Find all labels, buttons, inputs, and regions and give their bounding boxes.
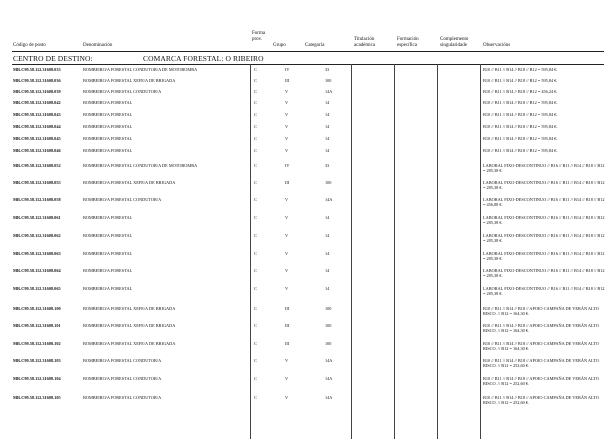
- row-grupo: III: [285, 180, 290, 185]
- row-categoria: 33: [325, 67, 330, 72]
- row-forma-provision: C: [254, 233, 257, 238]
- row-forma-provision: C: [254, 286, 257, 291]
- section-rule: [12, 64, 604, 65]
- column-separator: [394, 64, 395, 439]
- row-grupo: V: [285, 197, 289, 202]
- row-categoria: 14: [325, 124, 330, 129]
- row-forma-provision: C: [254, 100, 257, 105]
- row-forma-provision: C: [254, 78, 257, 83]
- header-complemento-line1: Complemento: [440, 37, 469, 42]
- row-grupo: V: [285, 100, 289, 105]
- row-categoria: 14A: [325, 376, 333, 381]
- row-grupo: III: [285, 341, 290, 346]
- row-denominacion: BOMBEIRO/A FORESTAL: [83, 136, 133, 141]
- row-forma-provision: C: [254, 124, 257, 129]
- row-grupo: V: [285, 268, 289, 273]
- row-denominacion: BOMBEIRO/A FORESTAL CONDUTOR/A: [83, 376, 162, 381]
- header-observacions: Observacións: [483, 43, 511, 48]
- row-categoria: 14: [325, 100, 330, 105]
- row-denominacion: BOMBEIRO/A FORESTAL: [83, 268, 133, 273]
- row-categoria: 14: [325, 268, 330, 273]
- row-grupo: V: [285, 233, 289, 238]
- row-codigo: MR.C99.58.112.31608.104: [13, 376, 61, 381]
- row-forma-provision: C: [254, 197, 257, 202]
- header-forma-provision-line1: Forma: [252, 31, 266, 36]
- row-codigo: MR.C99.58.112.31608.102: [13, 341, 61, 346]
- row-codigo: MR.C99.58.112.31608.065: [13, 286, 61, 291]
- comarca-label: COMARCA FORESTAL: O RIBEIRO: [143, 54, 264, 63]
- row-categoria: 14: [325, 286, 330, 291]
- row-denominacion: BOMBEIRO/A FORESTAL XEFE/A DE BRIGADA: [83, 180, 176, 185]
- row-grupo: V: [285, 395, 289, 400]
- row-forma-provision: C: [254, 136, 257, 141]
- row-categoria: 14: [325, 136, 330, 141]
- row-codigo: MR.C99.58.112.31608.064: [13, 268, 61, 273]
- row-forma-provision: C: [254, 112, 257, 117]
- row-grupo: III: [285, 78, 290, 83]
- centro-destino-label: CENTRO DE DESTINO:: [13, 54, 93, 63]
- row-observacions: B10 // B11 // B14 // B18 // APOIO CAMPAÑA DE VERÁN ALTO RISCO. // B12 = 252,60 €.: [483, 395, 599, 406]
- row-codigo: MR.C99.58.112.31608.105: [13, 395, 61, 400]
- row-codigo: MR.C99.58.112.31608.100: [13, 306, 61, 311]
- row-grupo: V: [285, 124, 289, 129]
- row-observacions: B10 // B11 // B14 // B18 // B12 = 595,84 €.: [483, 112, 558, 117]
- row-codigo: MR.C99.58.112.31608.039: [13, 89, 61, 94]
- row-codigo: MR.C99.58.112.31608.063: [13, 251, 61, 256]
- row-observacions: LABORAL FIXO-DESCONTINUO // B16 // B11 // B14 // B18 // B12 = 285,38 €.: [483, 215, 605, 226]
- row-denominacion: BOMBEIRO/A FORESTAL CONDUTOR/A: [83, 89, 162, 94]
- header-formacion-line2: específica: [397, 43, 417, 48]
- row-categoria: 14: [325, 233, 330, 238]
- header-formacion-line1: Formación: [397, 37, 419, 42]
- row-grupo: V: [285, 251, 289, 256]
- row-codigo: MR.C99.58.112.31608.061: [13, 215, 61, 220]
- row-denominacion: BOMBEIRO/A FORESTAL CONDUTOR/A DE MOTOBOMBA: [83, 67, 198, 72]
- header-forma-provision-line2: prov.: [252, 37, 263, 42]
- row-categoria: 14: [325, 251, 330, 256]
- row-observacions: LABORAL FIXO-DESCONTINUO // B16 // B11 // B14 // B18 // B12 = 285,38 €.: [483, 268, 605, 279]
- row-observacions: LABORAL FIXO-DESCONTINUO // B16 // B11 // B14 // B18 // B12 = 285,38 €.: [483, 233, 605, 244]
- row-observacions: B10 // B11 // B14 // B18 // APOIO CAMPAÑA DE VERÁN ALTO RISCO. // B12 = 252,60 €.: [483, 358, 599, 369]
- row-categoria: 100: [325, 323, 332, 328]
- row-forma-provision: C: [254, 395, 257, 400]
- row-denominacion: BOMBEIRO/A FORESTAL XEFE/A DE BRIGADA: [83, 78, 176, 83]
- row-denominacion: BOMBEIRO/A FORESTAL CONDUTOR/A: [83, 358, 162, 363]
- row-codigo: MR.C99.58.112.31608.045: [13, 136, 61, 141]
- row-categoria: 14A: [325, 358, 333, 363]
- row-observacions: B10 // B11 // B14 // B18 // APOIO CAMPAÑA DE VERÁN ALTO RISCO. // B12 = 164,30 €.: [483, 323, 599, 334]
- header-codigo: Código de posto: [13, 43, 46, 48]
- row-observacions: B10 // B11 // B14 // B18 // B12 = 595,84 €.: [483, 78, 558, 83]
- header-complemento-line2: singularidade: [440, 43, 467, 48]
- row-observacions: LABORAL FIXO-DESCONTINUO // B16 // B11 // B14 // B18 // B12 = 456,88 €.: [483, 197, 605, 208]
- row-denominacion: BOMBEIRO/A FORESTAL: [83, 148, 133, 153]
- row-grupo: III: [285, 306, 290, 311]
- row-codigo: MR.C99.58.112.31608.033: [13, 67, 61, 72]
- header-rule: [12, 51, 604, 52]
- row-forma-provision: C: [254, 163, 257, 168]
- row-grupo: V: [285, 136, 289, 141]
- row-forma-provision: C: [254, 376, 257, 381]
- row-codigo: MR.C99.58.112.31608.042: [13, 100, 61, 105]
- row-categoria: 14A: [325, 89, 333, 94]
- row-categoria: 100: [325, 341, 332, 346]
- row-codigo: MR.C99.58.112.31608.044: [13, 124, 61, 129]
- row-categoria: 100: [325, 180, 332, 185]
- row-observacions: B10 // B11 // B14 // B18 // B12 = 595,84 €.: [483, 67, 558, 72]
- row-denominacion: BOMBEIRO/A FORESTAL XEFE/A DE BRIGADA: [83, 323, 176, 328]
- row-forma-provision: C: [254, 306, 257, 311]
- header-titulacion-line2: académica: [354, 43, 376, 48]
- row-observacions: B10 // B11 // B14 // B18 // B12 = 595,84 €.: [483, 100, 558, 105]
- row-observacions: B10 // B11 // B14 // B18 // B12 = 595,84 €.: [483, 124, 558, 129]
- row-categoria: 33: [325, 163, 330, 168]
- row-grupo: V: [285, 148, 289, 153]
- row-forma-provision: C: [254, 89, 257, 94]
- row-categoria: 100: [325, 306, 332, 311]
- header-grupo: Grupo: [273, 43, 286, 48]
- row-forma-provision: C: [254, 341, 257, 346]
- row-grupo: V: [285, 89, 289, 94]
- row-forma-provision: C: [254, 358, 257, 363]
- row-codigo: MR.C99.58.112.31608.052: [13, 163, 61, 168]
- row-denominacion: BOMBEIRO/A FORESTAL CONDUTOR/A: [83, 197, 162, 202]
- row-categoria: 14: [325, 148, 330, 153]
- row-observacions: B10 // B11 // B14 // B18 // B12 = 456,24 €.: [483, 89, 558, 94]
- row-denominacion: BOMBEIRO/A FORESTAL XEFE/A DE BRIGADA: [83, 341, 176, 346]
- row-categoria: 14A: [325, 197, 333, 202]
- row-denominacion: BOMBEIRO/A FORESTAL: [83, 251, 133, 256]
- row-grupo: V: [285, 376, 289, 381]
- row-forma-provision: C: [254, 148, 257, 153]
- row-grupo: V: [285, 112, 289, 117]
- row-observacions: B10 // B11 // B14 // B18 // B12 = 595,84 €.: [483, 136, 558, 141]
- row-grupo: IV: [285, 67, 290, 72]
- header-categoria: Categoría: [305, 43, 325, 48]
- column-separator: [250, 64, 251, 439]
- row-codigo: MR.C99.58.112.31608.062: [13, 233, 61, 238]
- row-codigo: MR.C99.58.112.31608.036: [13, 78, 61, 83]
- row-denominacion: BOMBEIRO/A FORESTAL CONDUTOR/A DE MOTOBOMBA: [83, 163, 198, 168]
- row-observacions: B10 // B11 // B14 // B18 // APOIO CAMPAÑA DE VERÁN ALTO RISCO. // B12 = 164,30 €.: [483, 306, 599, 317]
- column-separator: [351, 64, 352, 439]
- row-codigo: MR.C99.58.112.31608.055: [13, 180, 61, 185]
- row-denominacion: BOMBEIRO/A FORESTAL: [83, 215, 133, 220]
- row-codigo: MR.C99.58.112.31608.043: [13, 112, 61, 117]
- row-observacions: LABORAL FIXO-DESCONTINUO // B16 // B11 // B14 // B18 // B12 = 285,38 €.: [483, 180, 605, 191]
- row-grupo: V: [285, 215, 289, 220]
- row-denominacion: BOMBEIRO/A FORESTAL: [83, 124, 133, 129]
- row-observacions: LABORAL FIXO-DESCONTINUO // B16 // B11 // B14 // B18 // B12 = 285,38 €.: [483, 286, 605, 297]
- row-categoria: 14A: [325, 395, 333, 400]
- row-forma-provision: C: [254, 323, 257, 328]
- row-forma-provision: C: [254, 180, 257, 185]
- row-forma-provision: C: [254, 268, 257, 273]
- row-denominacion: BOMBEIRO/A FORESTAL: [83, 100, 133, 105]
- row-denominacion: BOMBEIRO/A FORESTAL XEFE/A DE BRIGADA: [83, 306, 176, 311]
- row-forma-provision: C: [254, 67, 257, 72]
- row-forma-provision: C: [254, 215, 257, 220]
- row-denominacion: BOMBEIRO/A FORESTAL: [83, 233, 133, 238]
- row-denominacion: BOMBEIRO/A FORESTAL: [83, 286, 133, 291]
- row-denominacion: BOMBEIRO/A FORESTAL: [83, 112, 133, 117]
- row-grupo: IV: [285, 163, 290, 168]
- row-observacions: LABORAL FIXO-DESCONTINUO // B16 // B11 // B14 // B18 // B12 = 285,38 €.: [483, 163, 605, 174]
- row-grupo: V: [285, 358, 289, 363]
- row-codigo: MR.C99.58.112.31608.046: [13, 148, 61, 153]
- row-categoria: 100: [325, 78, 332, 83]
- row-codigo: MR.C99.58.112.31608.103: [13, 358, 61, 363]
- row-denominacion: BOMBEIRO/A FORESTAL CONDUTOR/A: [83, 395, 162, 400]
- row-grupo: III: [285, 323, 290, 328]
- row-codigo: MR.C99.58.112.31608.101: [13, 323, 61, 328]
- row-observacions: B10 // B11 // B14 // B18 // B12 = 595,84 €.: [483, 148, 558, 153]
- header-titulacion-line1: Titulación: [354, 37, 375, 42]
- row-observacions: B10 // B11 // B14 // B18 // APOIO CAMPAÑA DE VERÁN ALTO RISCO. // B12 = 164,30 €.: [483, 341, 599, 352]
- row-categoria: 14: [325, 215, 330, 220]
- row-codigo: MR.C99.58.112.31608.058: [13, 197, 61, 202]
- row-observacions: LABORAL FIXO-DESCONTINUO // B16 // B11 // B14 // B18 // B12 = 285,38 €.: [483, 251, 605, 262]
- row-observacions: B10 // B11 // B14 // B18 // APOIO CAMPAÑA DE VERÁN ALTO RISCO. // B12 = 252,60 €.: [483, 376, 599, 387]
- header-denominacion: Denominación: [83, 43, 113, 48]
- row-forma-provision: C: [254, 251, 257, 256]
- column-separator: [480, 64, 481, 439]
- row-grupo: V: [285, 286, 289, 291]
- column-separator: [437, 64, 438, 439]
- row-categoria: 14: [325, 112, 330, 117]
